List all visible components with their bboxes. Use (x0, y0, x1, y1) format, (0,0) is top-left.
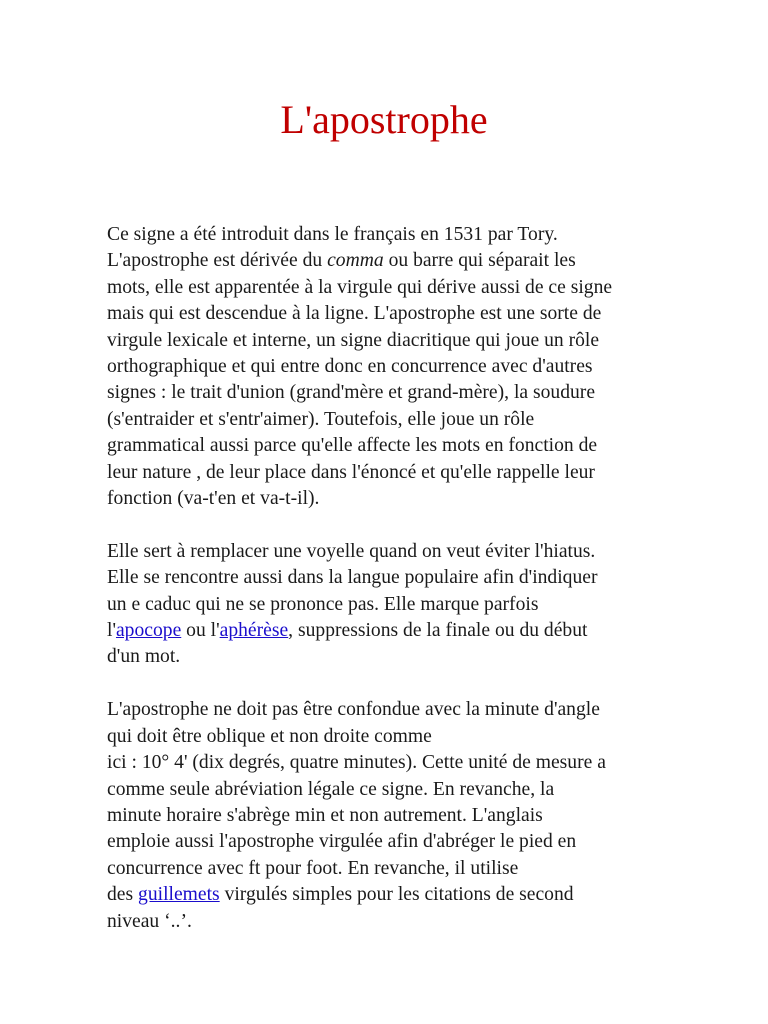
text-line: emploie aussi l'apostrophe virgulée afin d'abréger le pied en (107, 831, 577, 853)
text-line: concurrence avec ft pour foot. En revanche, il utilise (107, 857, 519, 879)
text-line: (s'entraider et s'entr'aimer). Toutefois, elle joue un rôle (107, 408, 535, 430)
paragraph-spacer (107, 671, 667, 697)
text-line: Ce signe a été introduit dans le français en 1531 par Tory. (107, 224, 558, 245)
document-body (107, 222, 667, 935)
text-line: Elle sert à remplacer une voyelle quand on veut éviter l'hiatus. (107, 540, 596, 562)
text-line: L'apostrophe ne doit pas être confondue avec la minute d'angle (107, 699, 600, 721)
text-line: orthographique et qui entre donc en concurrence avec d'autres (107, 356, 593, 378)
text-line: d'un mot. (107, 646, 181, 668)
link-guillemets[interactable]: guillemets (138, 884, 220, 906)
text-line: grammatical aussi parce qu'elle affecte les mots en fonction de (107, 435, 598, 457)
page-title: L'apostrophe (280, 97, 488, 142)
text-line: virgulés simples pour les citations de second (219, 884, 574, 906)
link-apocope[interactable]: apocope (115, 620, 182, 642)
text-line: un e caduc qui ne se prononce pas. Elle marque parfois (107, 593, 539, 615)
text-line: L'apostrophe est dérivée du (107, 250, 328, 272)
text-line: ou l' (181, 620, 220, 642)
text-line: comme seule abréviation légale ce signe. En revanche, la (107, 778, 555, 800)
text-line: mais qui est descendue à la ligne. L'apostrophe est une sorte de (107, 303, 602, 325)
paragraph-3 (107, 697, 667, 935)
text-line: virgule lexicale et interne, un signe diacritique qui joue un rôle (107, 329, 600, 351)
link-apherese[interactable]: aphérèse (219, 620, 289, 642)
text-line: , suppressions de la finale ou du début (288, 620, 588, 642)
emphasis-comma: comma (327, 250, 384, 272)
text-line: qui doit être oblique et non droite comme (107, 725, 432, 747)
text-line: ici : 10° 4' (dix degrés, quatre minutes). Cette unité de mesure a (107, 752, 606, 774)
text-line: minute horaire s'abrège min et non autrement. L'anglais (107, 804, 543, 826)
paragraph-1 (107, 222, 667, 512)
text-line: fonction (va-t'en et va-t-il). (107, 488, 320, 510)
text-line: Elle se rencontre aussi dans la langue populaire afin d'indiquer (107, 567, 598, 589)
paragraph-spacer (107, 512, 667, 538)
text-line: signes : le trait d'union (grand'mère et grand-mère), la soudure (107, 382, 596, 404)
text-line: niveau ‘..’. (107, 910, 192, 932)
text-line: leur nature , de leur place dans l'énoncé et qu'elle rappelle leur (107, 461, 595, 483)
text-line: mots, elle est apparentée à la virgule qui dérive aussi de ce signe (107, 276, 613, 298)
paragraph-2 (107, 539, 667, 671)
text-line: l' (107, 620, 116, 642)
text-line: des (107, 884, 139, 906)
text-line: ou barre qui séparait les (383, 250, 576, 272)
